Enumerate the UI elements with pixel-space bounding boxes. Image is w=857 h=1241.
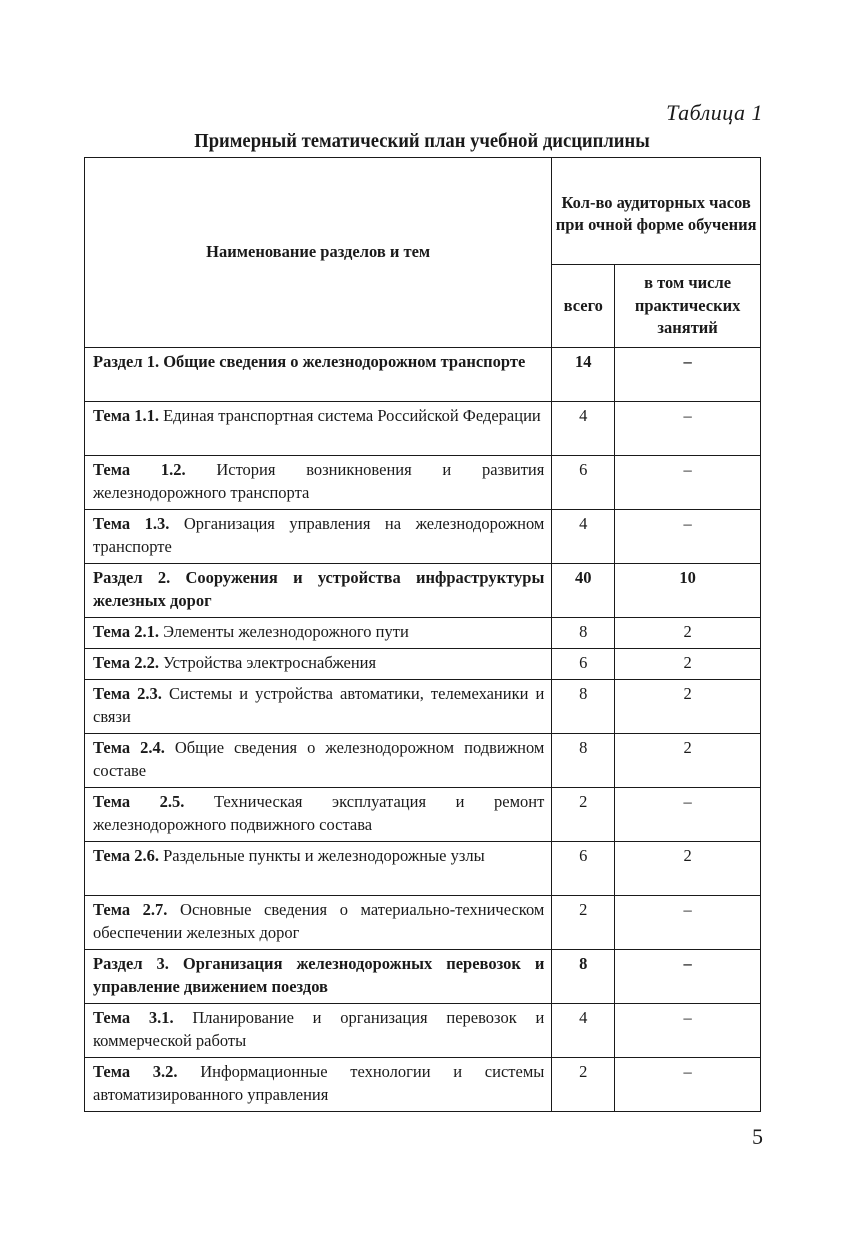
- topic-row: [85, 896, 761, 950]
- row-total-hours: 6: [552, 842, 615, 896]
- row-practical-hours: –: [615, 950, 761, 1004]
- row-name: [85, 680, 552, 734]
- row-total-hours: 2: [552, 896, 615, 950]
- section-row: [85, 348, 761, 402]
- section-row: [85, 950, 761, 1004]
- row-total-hours: 4: [552, 1004, 615, 1058]
- row-total-hours: 40: [552, 564, 615, 618]
- row-label: Тема 3.1.: [93, 1008, 174, 1027]
- row-total-hours: 4: [552, 402, 615, 456]
- row-label: Тема 2.7.: [93, 900, 168, 919]
- row-practical-hours: 2: [615, 649, 761, 680]
- table-title: Примерный тематический план учебной дисциплины: [194, 130, 650, 152]
- row-total-hours: 2: [552, 1058, 615, 1112]
- topic-row: [85, 649, 761, 680]
- row-name: [85, 649, 552, 680]
- row-practical-hours: 2: [615, 618, 761, 649]
- row-practical-hours: 2: [615, 680, 761, 734]
- row-practical-hours: 2: [615, 842, 761, 896]
- row-name: [85, 950, 552, 1004]
- topic-row: [85, 842, 761, 896]
- row-total-hours: 8: [552, 680, 615, 734]
- row-label: Раздел 2.: [93, 568, 171, 587]
- row-practical-hours: 10: [615, 564, 761, 618]
- row-label: Тема 1.3.: [93, 514, 170, 533]
- row-total-hours: 8: [552, 618, 615, 649]
- row-label: Тема 2.1.: [93, 622, 159, 641]
- row-practical-hours: 2: [615, 734, 761, 788]
- header-name-column: Наименование разделов и тем: [85, 158, 552, 348]
- row-text: Устройства электроснабжения: [163, 653, 377, 672]
- row-label: Раздел 1.: [93, 352, 160, 371]
- row-name: [85, 618, 552, 649]
- row-text: Основные сведения о материально-техническом обеспечении железных дорог: [93, 900, 545, 942]
- row-label: Тема 2.3.: [93, 684, 162, 703]
- page-number: 5: [752, 1124, 763, 1149]
- row-text: Элементы железнодорожного пути: [163, 622, 409, 641]
- row-label: Тема 1.1.: [93, 406, 159, 425]
- row-practical-hours: –: [615, 348, 761, 402]
- row-name: [85, 510, 552, 564]
- row-label: Тема 2.6.: [93, 846, 159, 865]
- row-practical-hours: –: [615, 1058, 761, 1112]
- topic-row: [85, 1058, 761, 1112]
- row-label: Тема 2.4.: [93, 738, 165, 757]
- topic-row: [85, 456, 761, 510]
- table-caption: Таблица 1: [666, 100, 763, 125]
- header-practical-column: в том числе практических занятий: [615, 265, 761, 348]
- row-name: [85, 1004, 552, 1058]
- row-total-hours: 8: [552, 950, 615, 1004]
- topic-row: [85, 618, 761, 649]
- row-total-hours: 2: [552, 788, 615, 842]
- row-practical-hours: –: [615, 788, 761, 842]
- topic-row: [85, 788, 761, 842]
- topic-row: [85, 402, 761, 456]
- header-hours-group: Кол-во аудиторных часов при очной форме обучения: [552, 158, 761, 265]
- row-text: Планирование и организация перевозок и коммерческой работы: [93, 1008, 545, 1050]
- row-text: Единая транспортная система Российской Федерации: [163, 406, 541, 425]
- row-text: Сооружения и устройства инфраструктуры железных дорог: [93, 568, 545, 610]
- row-name: [85, 788, 552, 842]
- row-label: Тема 3.2.: [93, 1062, 178, 1081]
- header-total-column: всего: [552, 265, 615, 348]
- row-label: Тема 2.5.: [93, 792, 185, 811]
- row-text: Организация железнодорожных перевозок и управление движением поездов: [93, 954, 545, 996]
- row-name: [85, 456, 552, 510]
- row-text: Системы и устройства автоматики, телемеханики и связи: [93, 684, 545, 726]
- row-name: [85, 842, 552, 896]
- row-practical-hours: –: [615, 1004, 761, 1058]
- row-text: Общие сведения о железнодорожном подвижном составе: [93, 738, 545, 780]
- row-practical-hours: –: [615, 456, 761, 510]
- topic-row: [85, 680, 761, 734]
- row-total-hours: 6: [552, 456, 615, 510]
- row-total-hours: 8: [552, 734, 615, 788]
- topic-row: [85, 734, 761, 788]
- row-text: Информационные технологии и системы автоматизированного управления: [93, 1062, 545, 1104]
- row-total-hours: 14: [552, 348, 615, 402]
- row-practical-hours: –: [615, 402, 761, 456]
- row-name: [85, 564, 552, 618]
- row-text: Раздельные пункты и железнодорожные узлы: [163, 846, 485, 865]
- row-name: [85, 348, 552, 402]
- row-total-hours: 6: [552, 649, 615, 680]
- row-practical-hours: –: [615, 510, 761, 564]
- row-label: Раздел 3.: [93, 954, 169, 973]
- topic-row: [85, 1004, 761, 1058]
- row-text: Общие сведения о железнодорожном транспорте: [163, 352, 526, 371]
- row-total-hours: 4: [552, 510, 615, 564]
- row-practical-hours: –: [615, 896, 761, 950]
- row-label: Тема 2.2.: [93, 653, 159, 672]
- row-text: Организация управления на железнодорожном транспорте: [93, 514, 545, 556]
- topic-row: [85, 510, 761, 564]
- row-name: [85, 734, 552, 788]
- row-label: Тема 1.2.: [93, 460, 186, 479]
- row-name: [85, 896, 552, 950]
- row-text: История возникновения и развития железнодорожного транспорта: [93, 460, 545, 502]
- section-row: [85, 564, 761, 618]
- row-text: Техническая эксплуатация и ремонт железнодорожного подвижного состава: [93, 792, 545, 834]
- row-name: [85, 1058, 552, 1112]
- thematic-plan-table: [84, 157, 761, 1112]
- row-name: [85, 402, 552, 456]
